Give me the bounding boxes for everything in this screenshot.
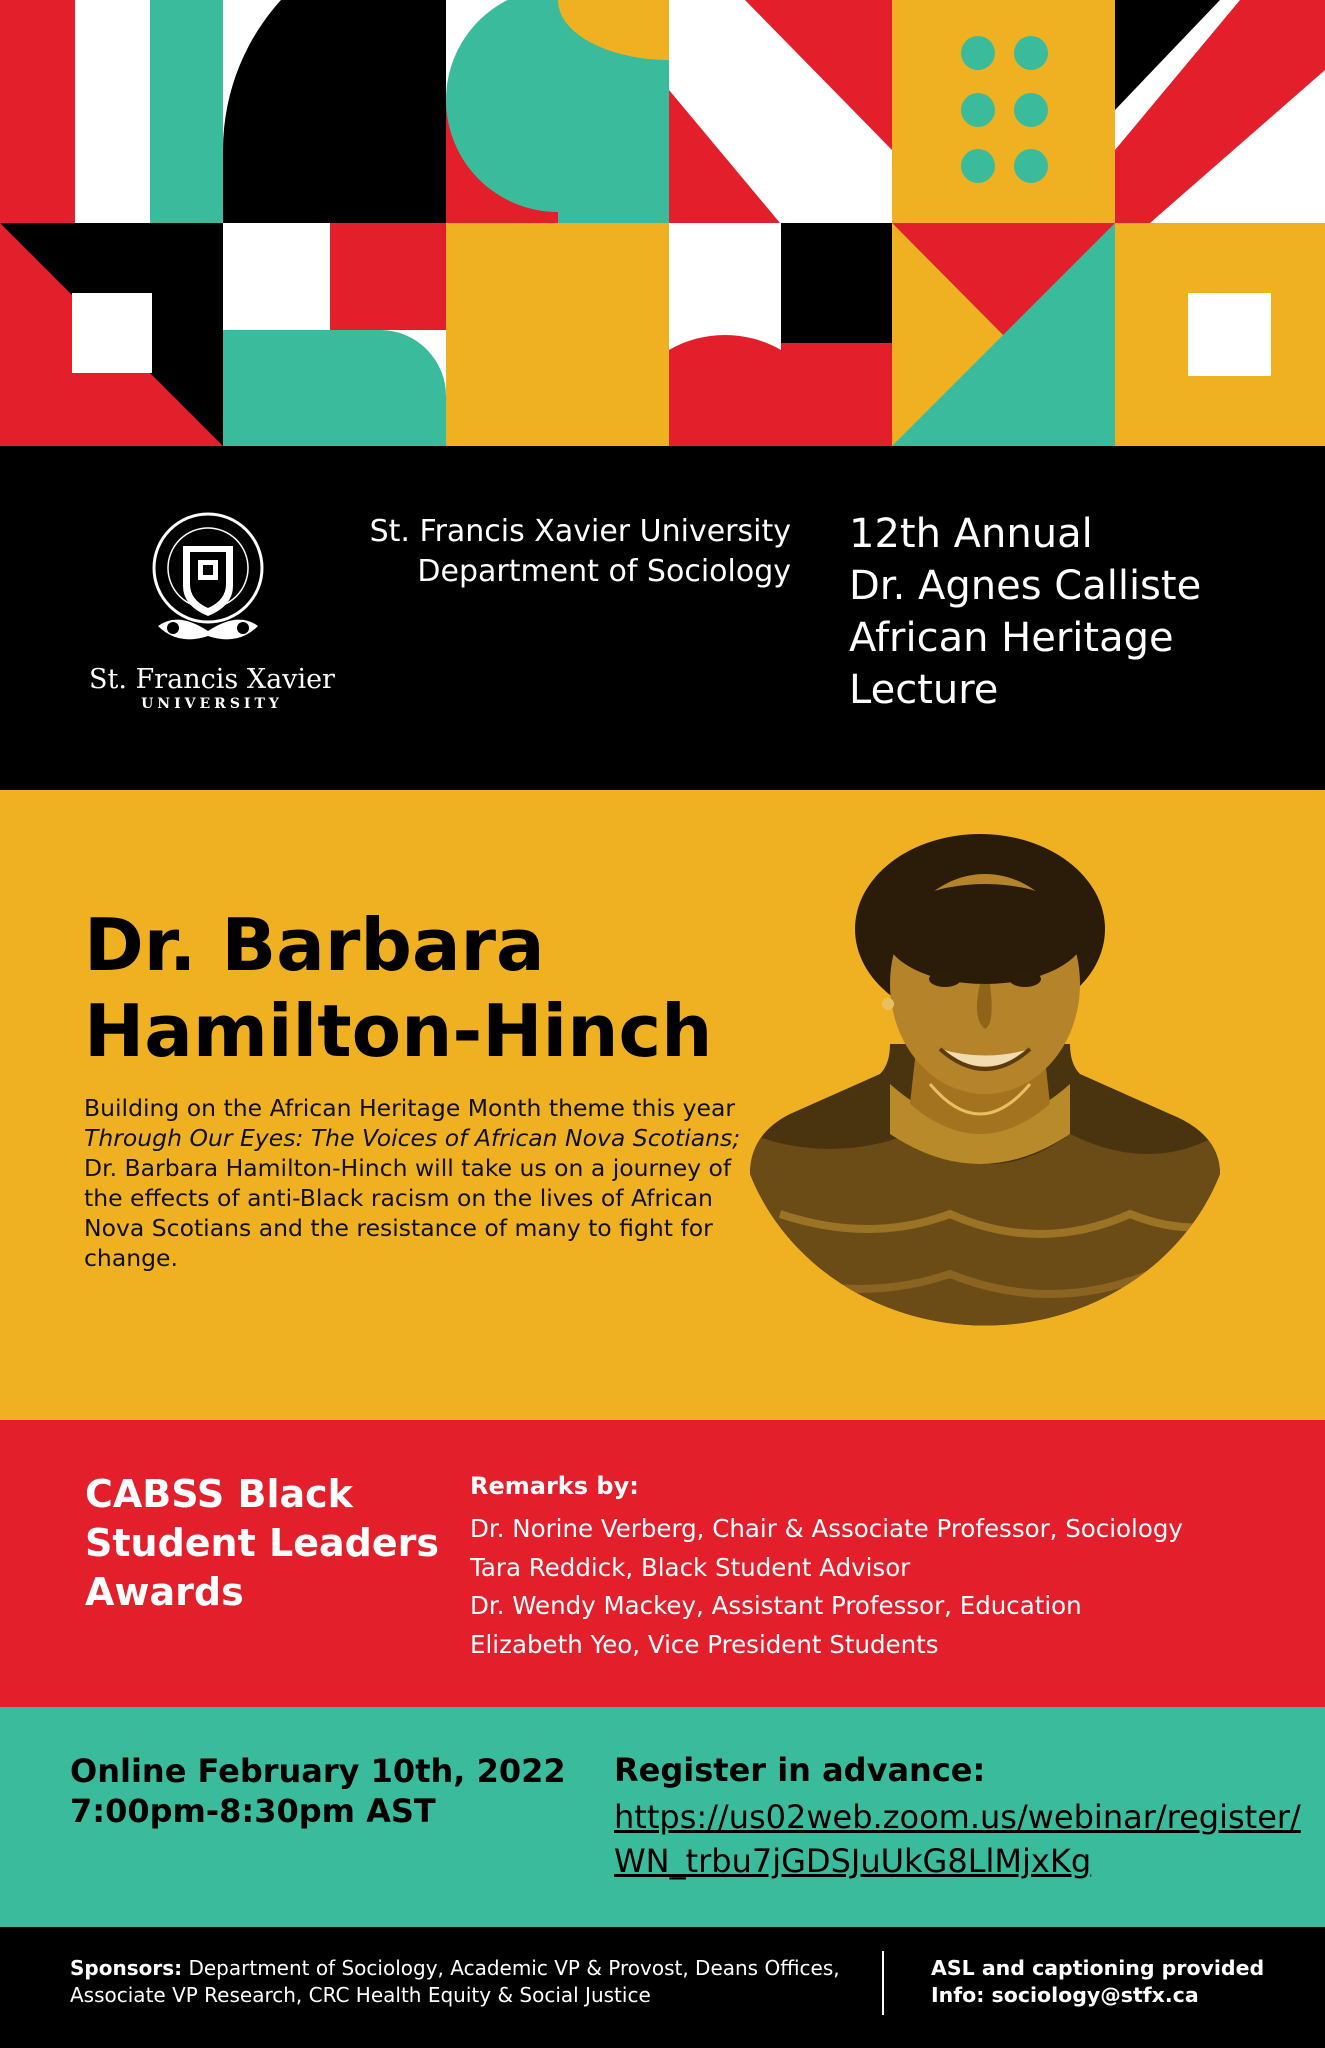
footer	[0, 1927, 1325, 2048]
remarks-speaker: Tara Reddick, Black Student Advisor	[470, 1552, 911, 1582]
description-text: Dr. Barbara Hamilton-Hinch will take us on a journey of the effects of anti-Black racism on the lives of African Nova Scotians and the resistance of many to fight for change.	[84, 1154, 732, 1272]
department-block	[370, 512, 791, 592]
speaker-name-line: Dr. Barbara	[84, 903, 545, 987]
lecture-title	[849, 508, 1201, 716]
geometric-pattern-banner	[0, 0, 1325, 446]
logo-wordmark: St. Francis Xavier	[89, 664, 335, 695]
lecture-title-line: African Heritage	[849, 615, 1174, 661]
sponsors-list: Department of Sociology, Academic VP & Provost, Deans Offices, Associate VP Research, CRC Health Equity & Social Justice	[70, 1956, 840, 2007]
event-datetime	[70, 1751, 566, 1831]
speaker-band	[0, 790, 1325, 1420]
lecture-title-line: Lecture	[849, 667, 999, 713]
header-band	[0, 446, 1325, 790]
footer-divider	[882, 1951, 884, 2015]
awards-title	[85, 1470, 439, 1617]
remarks-speaker: Elizabeth Yeo, Vice President Students	[470, 1629, 939, 1659]
theme-title: Through Our Eyes: The Voices of African Nova Scotians;	[84, 1124, 741, 1152]
awards-title-line: CABSS Black	[85, 1472, 353, 1516]
speaker-portrait	[750, 834, 1220, 1354]
remarks-list	[470, 1510, 1183, 1664]
department-name: Department of Sociology	[417, 554, 791, 589]
lecture-title-line: Dr. Agnes Calliste	[849, 563, 1202, 609]
speaker-name	[84, 902, 712, 1074]
lecture-description	[84, 1093, 744, 1273]
remarks-speaker: Dr. Wendy Mackey, Assistant Professor, Education	[470, 1591, 1082, 1620]
awards-title-line: Student Leaders	[85, 1521, 439, 1565]
awards-band	[0, 1420, 1325, 1707]
university-name: St. Francis Xavier University	[369, 514, 791, 549]
lecture-title-line: 12th Annual	[849, 511, 1093, 557]
event-date: Online February 10th, 2022	[70, 1752, 566, 1790]
asl-note: ASL and captioning provided	[931, 1956, 1265, 1980]
awards-title-line: Awards	[85, 1570, 244, 1614]
description-text: Building on the African Heritage Month theme this year	[84, 1094, 736, 1122]
sponsors-text	[70, 1955, 870, 2009]
event-time: 7:00pm-8:30pm AST	[70, 1792, 436, 1830]
remarks-speaker: Dr. Norine Verberg, Chair & Associate Professor, Sociology	[470, 1514, 1183, 1543]
sponsors-label: Sponsors:	[70, 1956, 183, 1980]
speaker-name-line: Hamilton-Hinch	[84, 989, 713, 1073]
university-crest-logo	[128, 506, 288, 666]
logo-subtext: UNIVERSITY	[141, 696, 283, 712]
register-heading: Register in advance:	[614, 1751, 986, 1789]
register-link[interactable]: https://us02web.zoom.us/webinar/register/WN_trbu7jGDSJuUkG8LlMjxKg	[614, 1798, 1301, 1880]
event-details-band	[0, 1707, 1325, 1927]
accessibility-info	[931, 1955, 1264, 2009]
contact-info: Info: sociology@stfx.ca	[931, 1983, 1199, 2007]
remarks-heading: Remarks by:	[470, 1472, 639, 1500]
